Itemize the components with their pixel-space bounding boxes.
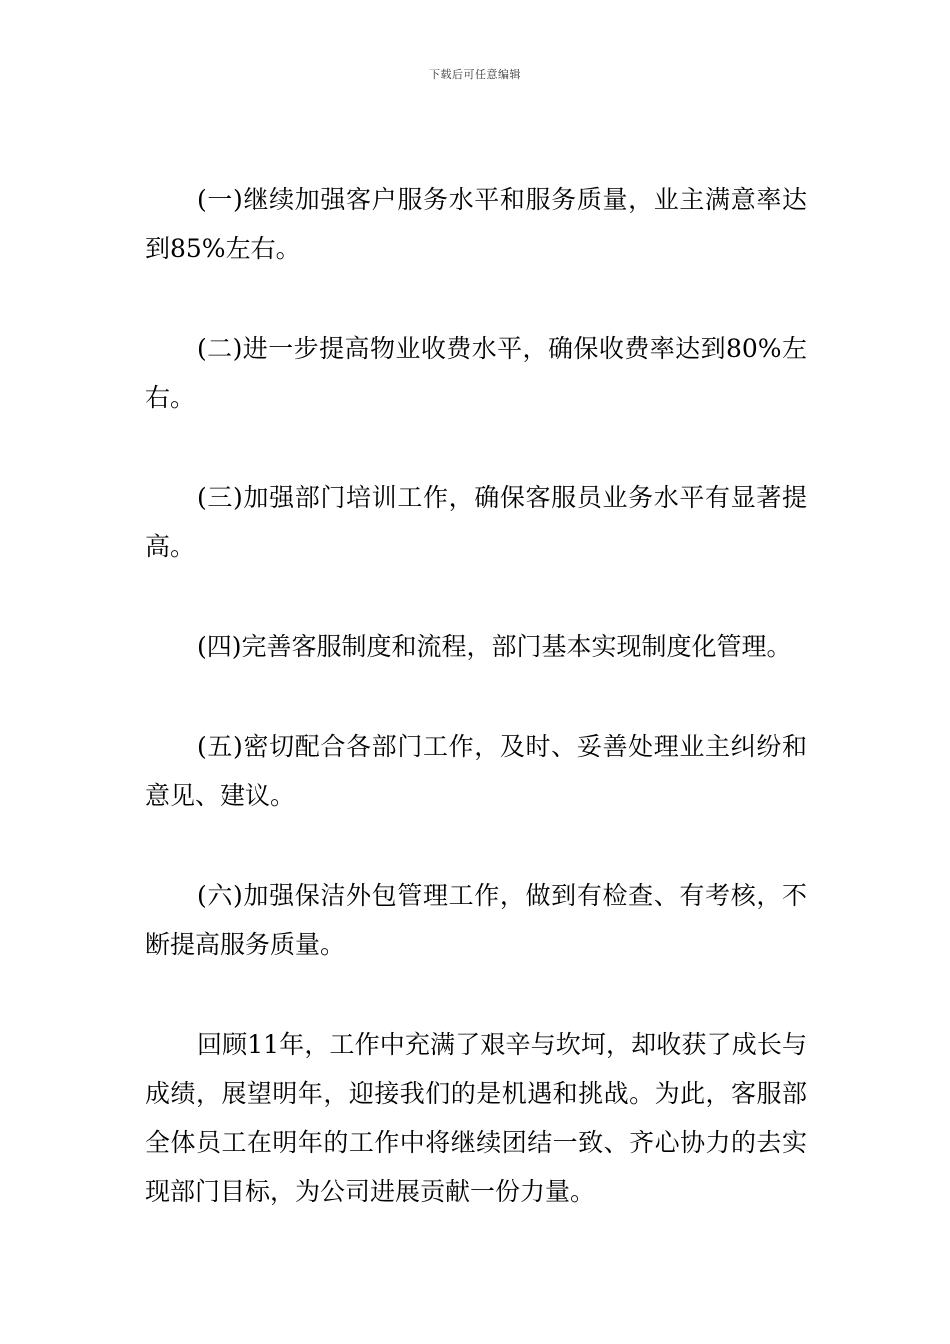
page-header: 下载后可任意编辑 [429, 68, 521, 81]
paragraph-goal-1: (一)继续加强客户服务水平和服务质量，业主满意率达到85%左右。 [145, 185, 807, 263]
paragraph-goal-3: (三)加强部门培训工作，确保客服员业务水平有显著提高。 [145, 483, 807, 561]
document-body [145, 175, 807, 1216]
paragraph-goal-4: (四)完善客服制度和流程，部门基本实现制度化管理。 [197, 632, 792, 661]
paragraph-goal-2: (二)进一步提高物业收费水平，确保收费率达到80%左右。 [145, 334, 807, 412]
paragraph-goal-6: (六)加强保洁外包管理工作，做到有检查、有考核，不断提高服务质量。 [145, 881, 807, 959]
paragraph-conclusion: 回顾11年，工作中充满了艰辛与坎坷，却收获了成长与成绩，展望明年，迎接我们的是机遇和挑战。为此，客服部全体员工在明年的工作中将继续团结一致、齐心协力的去实现部门目标，为公司进展贡献一份力量。 [145, 1030, 807, 1206]
paragraph-goal-5: (五)密切配合各部门工作，及时、妥善处理业主纠纷和意见、建议。 [145, 732, 807, 810]
